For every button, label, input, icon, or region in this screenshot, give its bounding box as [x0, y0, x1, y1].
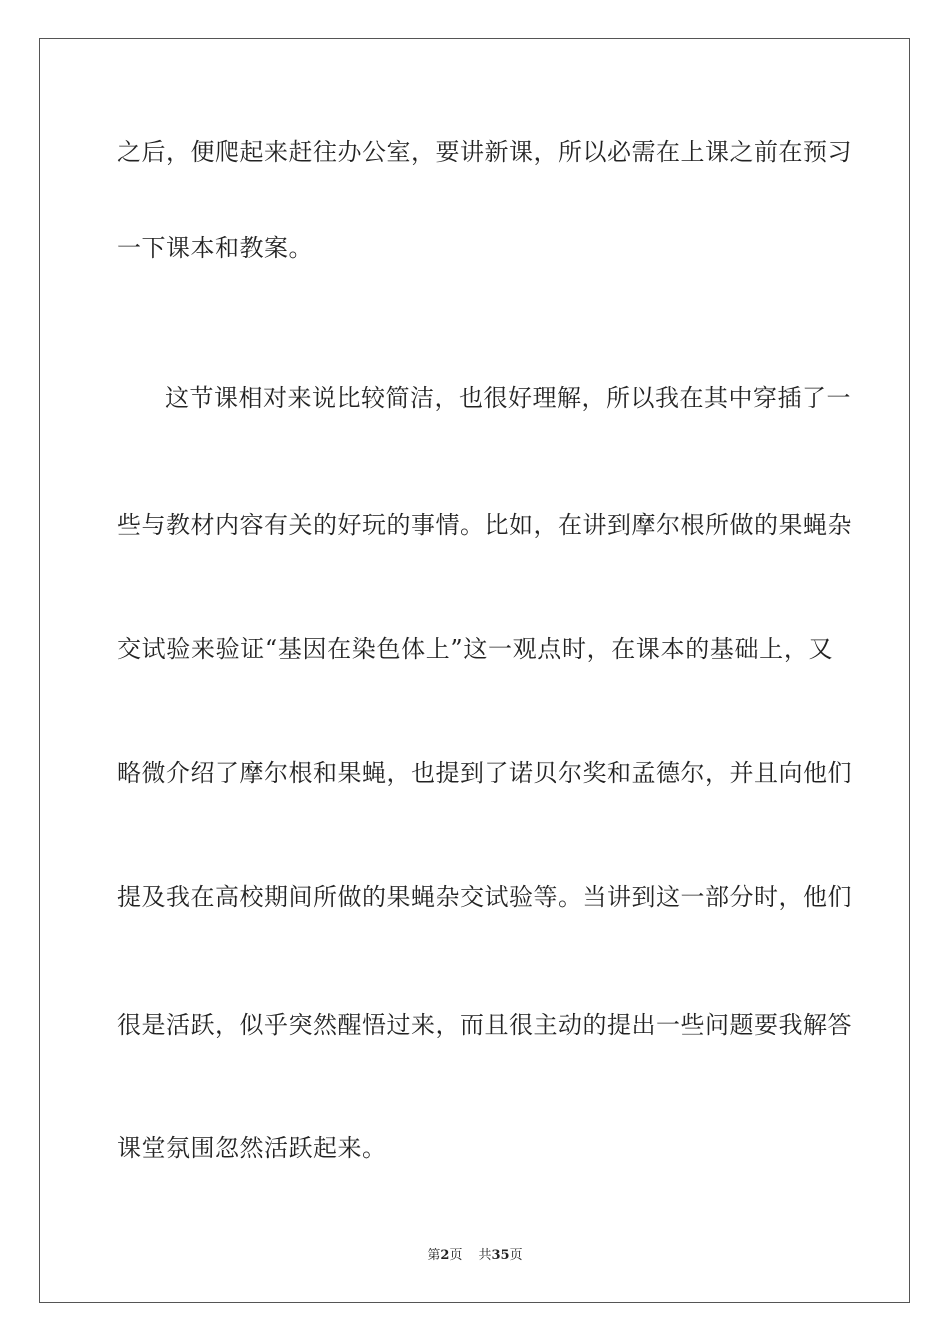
text-line-3: 这节课相对来说比较简洁，也很好理解，所以我在其中穿插了一 [165, 384, 851, 412]
text-line-7: 提及我在高校期间所做的果蝇杂交试验等。当讲到这一部分时，他们 [117, 883, 852, 911]
text-line-6: 略微介绍了摩尔根和果蝇，也提到了诺贝尔奖和孟德尔，并且向他们 [117, 759, 852, 787]
text-line-4: 些与教材内容有关的好玩的事情。比如，在讲到摩尔根所做的果蝇杂 [117, 511, 852, 539]
text-line-9: 课堂氛围忽然活跃起来。 [117, 1134, 387, 1162]
text-line-5: 交试验来验证“基因在染色体上”这一观点时，在课本的基础上，又 [117, 635, 833, 663]
text-line-2: 一下课本和教案。 [117, 234, 313, 262]
page-suffix: 页 [449, 1248, 463, 1263]
page-border [39, 38, 910, 1303]
page-number: 2 [440, 1248, 450, 1263]
total-pages: 35 [491, 1248, 510, 1263]
total-prefix: 共 [478, 1248, 492, 1263]
total-suffix: 页 [509, 1248, 523, 1263]
text-line-1: 之后，便爬起来赶往办公室，要讲新课，所以必需在上课之前在预习 [117, 138, 852, 166]
text-line-8: 很是活跃，似乎突然醒悟过来，而且很主动的提出一些问题要我解答 [117, 1011, 852, 1039]
page-footer [0, 1248, 950, 1264]
page-prefix: 第 [427, 1248, 441, 1263]
